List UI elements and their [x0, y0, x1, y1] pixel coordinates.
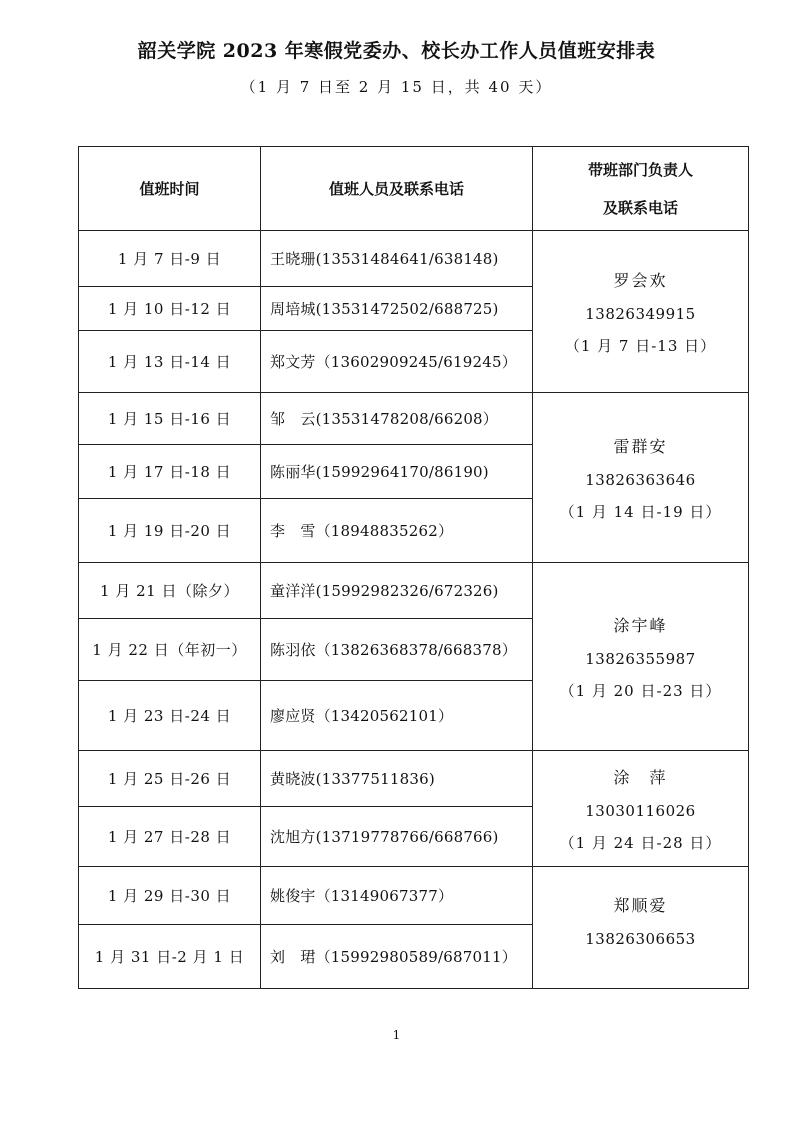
- header-leader-line1: 带班部门负责人: [587, 160, 693, 179]
- document-subtitle: （1 月 7 日至 2 月 15 日，共 40 天）: [240, 78, 553, 96]
- header-person: 值班人员及联系电话: [261, 147, 533, 231]
- table-row: [79, 231, 749, 287]
- duty-date: 1 月 17 日-18 日: [79, 445, 261, 499]
- duty-date: 1 月 25 日-26 日: [79, 751, 261, 807]
- duty-person: 邹 云(13531478208/66208）: [261, 393, 533, 445]
- duty-person: 陈羽依（13826368378/668378）: [261, 619, 533, 681]
- duty-person: 黄晓波(13377511836): [261, 751, 533, 807]
- table-row: [79, 867, 749, 925]
- duty-person: 姚俊宇（13149067377）: [261, 867, 533, 925]
- table-row: [79, 751, 749, 807]
- duty-date: 1 月 19 日-20 日: [79, 499, 261, 563]
- duty-person: 童洋洋(15992982326/672326): [261, 563, 533, 619]
- leader-cell: [533, 751, 749, 867]
- duty-person: 周培城(13531472502/688725): [261, 287, 533, 331]
- leader-cell: [533, 393, 749, 563]
- duty-person: 廖应贤（13420562101）: [261, 681, 533, 751]
- leader-cell: [533, 231, 749, 393]
- table-row: [79, 563, 749, 619]
- duty-schedule-table: [78, 146, 749, 989]
- leader-phone: 13826306653: [585, 930, 696, 948]
- duty-date: 1 月 22 日（年初一）: [79, 619, 261, 681]
- leader-phone: 13826355987: [585, 649, 696, 668]
- duty-date: 1 月 13 日-14 日: [79, 331, 261, 393]
- leader-name: 涂宇峰: [613, 615, 668, 635]
- leader-name: 罗会欢: [613, 270, 668, 290]
- header-leader-line2: 及联系电话: [602, 198, 678, 217]
- duty-date: 1 月 21 日（除夕）: [79, 563, 261, 619]
- leader-date-range: （1 月 7 日-13 日）: [564, 336, 717, 355]
- duty-person: 刘 珺（15992980589/687011）: [261, 925, 533, 989]
- duty-person: 王晓珊(13531484641/638148): [261, 231, 533, 287]
- leader-date-range: （1 月 24 日-28 日）: [559, 833, 722, 852]
- page-number: 1: [392, 1028, 401, 1042]
- duty-date: 1 月 29 日-30 日: [79, 867, 261, 925]
- document-title: 韶关学院 2023 年寒假党委办、校长办工作人员值班安排表: [137, 40, 656, 62]
- duty-date: 1 月 31 日-2 月 1 日: [79, 925, 261, 989]
- table-row: [79, 393, 749, 445]
- leader-phone: 13826363646: [585, 470, 696, 489]
- duty-date: 1 月 15 日-16 日: [79, 393, 261, 445]
- leader-phone: 13030116026: [585, 801, 696, 820]
- header-leader: [533, 147, 749, 231]
- duty-person: 陈丽华(15992964170/86190): [261, 445, 533, 499]
- leader-cell: [533, 563, 749, 751]
- duty-person: 沈旭方(13719778766/668766): [261, 807, 533, 867]
- duty-date: 1 月 23 日-24 日: [79, 681, 261, 751]
- leader-name: 郑顺爱: [613, 896, 668, 915]
- leader-date-range: （1 月 14 日-19 日）: [559, 502, 722, 521]
- duty-person: 李 雪（18948835262）: [261, 499, 533, 563]
- table-header-row: [79, 147, 749, 231]
- leader-cell: [533, 867, 749, 989]
- leader-phone: 13826349915: [585, 304, 696, 323]
- duty-date: 1 月 10 日-12 日: [79, 287, 261, 331]
- leader-date-range: （1 月 20 日-23 日）: [559, 681, 722, 700]
- leader-name: 涂 萍: [613, 767, 668, 787]
- leader-name: 雷群安: [613, 436, 668, 456]
- header-date: 值班时间: [79, 147, 261, 231]
- duty-date: 1 月 27 日-28 日: [79, 807, 261, 867]
- duty-date: 1 月 7 日-9 日: [79, 231, 261, 287]
- duty-person: 郑文芳（13602909245/619245）: [261, 331, 533, 393]
